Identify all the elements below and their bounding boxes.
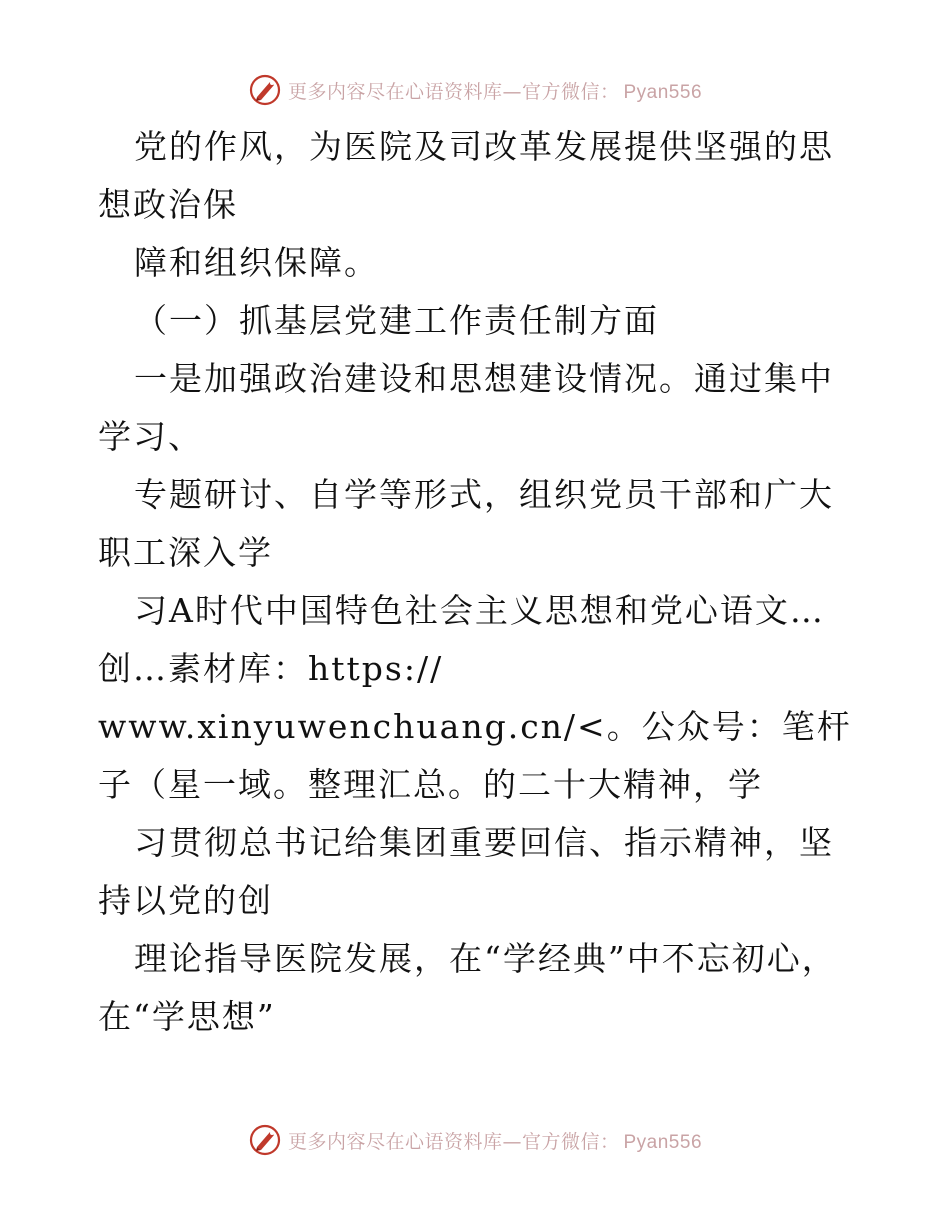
header-watermark [0, 70, 950, 110]
header-watermark-id: Pyan556 [623, 81, 703, 103]
pen-logo-icon [248, 73, 282, 107]
footer-watermark-text: 更多内容尽在心语资料库—官方微信： Pyan556 [287, 1130, 703, 1153]
paragraph-4: 专题研讨、自学等形式，组织党员干部和广大职工深入学 [98, 475, 834, 572]
paragraph-2: 障和组织保障。 [134, 243, 379, 282]
pen-logo-icon [248, 1123, 282, 1157]
footer-watermark [0, 1120, 950, 1160]
paragraph-5: 习A时代中国特色社会主义思想和党心语文…创…素材库：https:// [98, 591, 825, 688]
paragraph-3: 一是加强政治建设和思想建设情况。通过集中学习、 [98, 359, 834, 456]
paragraph-6: www.xinyuwenchuang.cn/<。公众号：笔杆子（星一域。整理汇总。的二十大精神，学 [98, 707, 852, 804]
paragraph-8: 理论指导医院发展，在“学经典”中不忘初心，在“学思想” [98, 939, 837, 1036]
header-watermark-text: 更多内容尽在心语资料库—官方微信： Pyan556 [287, 80, 703, 103]
section-heading: （一）抓基层党建工作责任制方面 [134, 301, 659, 340]
footer-watermark-id: Pyan556 [623, 1131, 703, 1153]
paragraph-7: 习贯彻总书记给集团重要回信、指示精神，坚持以党的创 [98, 823, 834, 920]
paragraph-1: 党的作风，为医院及司改革发展提供坚强的思想政治保 [98, 127, 834, 224]
document-body [98, 118, 868, 1046]
